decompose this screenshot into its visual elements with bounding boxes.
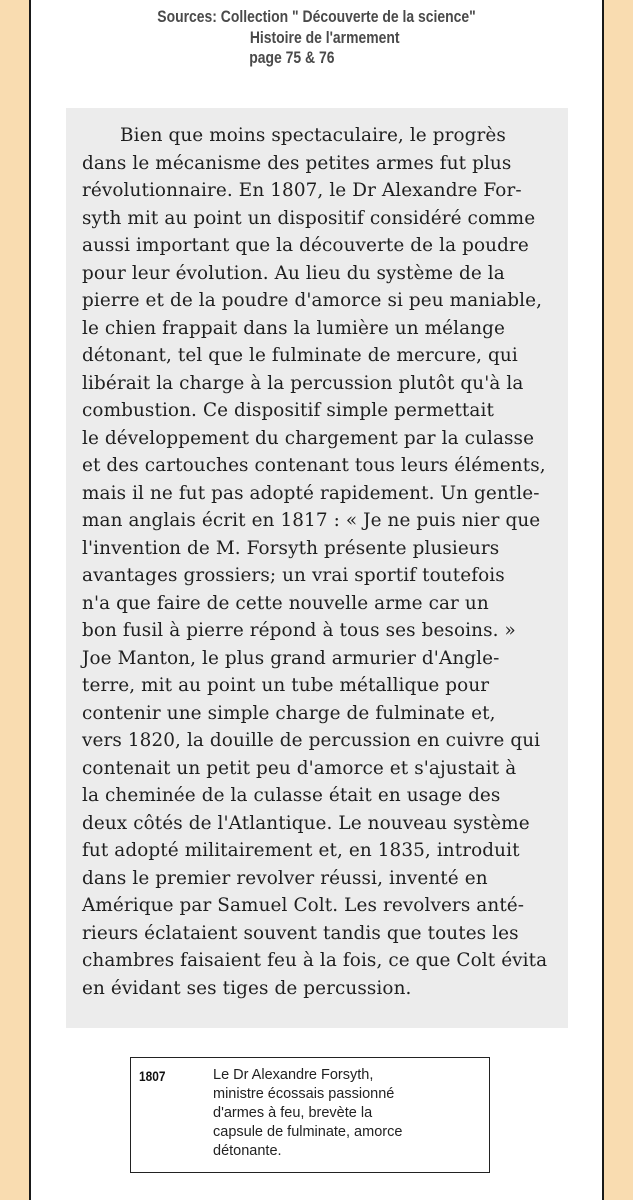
article-line: deux côtés de l'Atlantique. Le nouveau système [82,812,530,834]
source-subtitle: Histoire de l'armement [249,28,400,47]
article-text-block [66,108,568,1028]
article-line: fut adopté militairement et, en 1835, introduit [82,840,520,861]
caption-box [130,1057,490,1173]
article-line: combustion. Ce dispositif simple permettait [82,400,494,421]
article-line: rieurs éclataient souvent tandis que toutes les [82,922,519,944]
article-line: le chien frappait dans la lumière un mélange [82,317,506,339]
caption-line: ministre écossais passionné [213,1086,395,1102]
caption-line: d'armes à feu, brevète la [213,1105,373,1121]
article-line: libérait la charge à la percussion plutôt qu'à la [82,372,524,394]
article-line: la cheminée de la culasse était en usage des [82,785,501,806]
article-line: détonant, tel que le fulminate de mercure, qui [82,345,518,366]
article-line: vers 1820, la douille de percussion en cuivre qui [82,730,541,751]
article-line: aussi important que la découverte de la poudre [82,235,529,256]
article-line: Joe Manton, le plus grand armurier d'Angle- [82,647,500,669]
source-title: Sources: Collection " Découverte de la science" [157,7,476,26]
article-line: dans le mécanisme des petites armes fut plus [82,152,512,174]
article-line: avantages grossiers; un vrai sportif toutefois [82,565,505,586]
source-pages: page 75 & 76 [249,48,335,67]
caption-year: 1807 [139,1068,166,1084]
article-line: Bien que moins spectaculaire, le progrès [120,125,506,146]
article-line: pierre et de la poudre d'amorce si peu maniable, [82,290,543,311]
article-line: pour leur évolution. Au lieu du système de la [82,262,505,284]
article-line: terre, mit au point un tube métallique pour [82,675,490,696]
article-line: dans le premier revolver réussi, inventé en [82,867,488,889]
caption-line: capsule de fulminate, amorce [213,1124,403,1140]
article-line: contenir une simple charge de fulminate et, [82,702,496,724]
article-line: n'a que faire de cette nouvelle arme car un [82,592,489,614]
caption-line: Le Dr Alexandre Forsyth, [213,1067,374,1083]
article-line: man anglais écrit en 1817 : « Je ne puis nier que [82,510,541,531]
article-line: en évidant ses tiges de percussion. [82,977,412,999]
article-line: contenait un petit peu d'amorce et s'ajustait à [82,757,517,779]
article-line: chambres faisaient feu à la fois, ce que Colt évita [82,950,548,971]
source-header [82,6,550,68]
article-line: l'invention de M. Forsyth présente plusieurs [82,537,500,559]
article-line: mais il ne fut pas adopté rapidement. Un gentle- [82,482,540,504]
caption-description [213,1066,402,1161]
article-line: le développement du chargement par la culasse [82,427,535,449]
document-page [29,0,604,1200]
article-line: Amérique par Samuel Colt. Les revolvers anté- [82,895,525,916]
article-line: révolutionnaire. En 1807, le Dr Alexandre For- [82,180,522,201]
article-line: et des cartouches contenant tous leurs éléments, [82,455,546,476]
article-line: bon fusil à pierre répond à tous ses besoins. » [82,620,516,641]
article-line: syth mit au point un dispositif considéré comme [82,207,536,229]
caption-line: détonante. [213,1143,282,1159]
